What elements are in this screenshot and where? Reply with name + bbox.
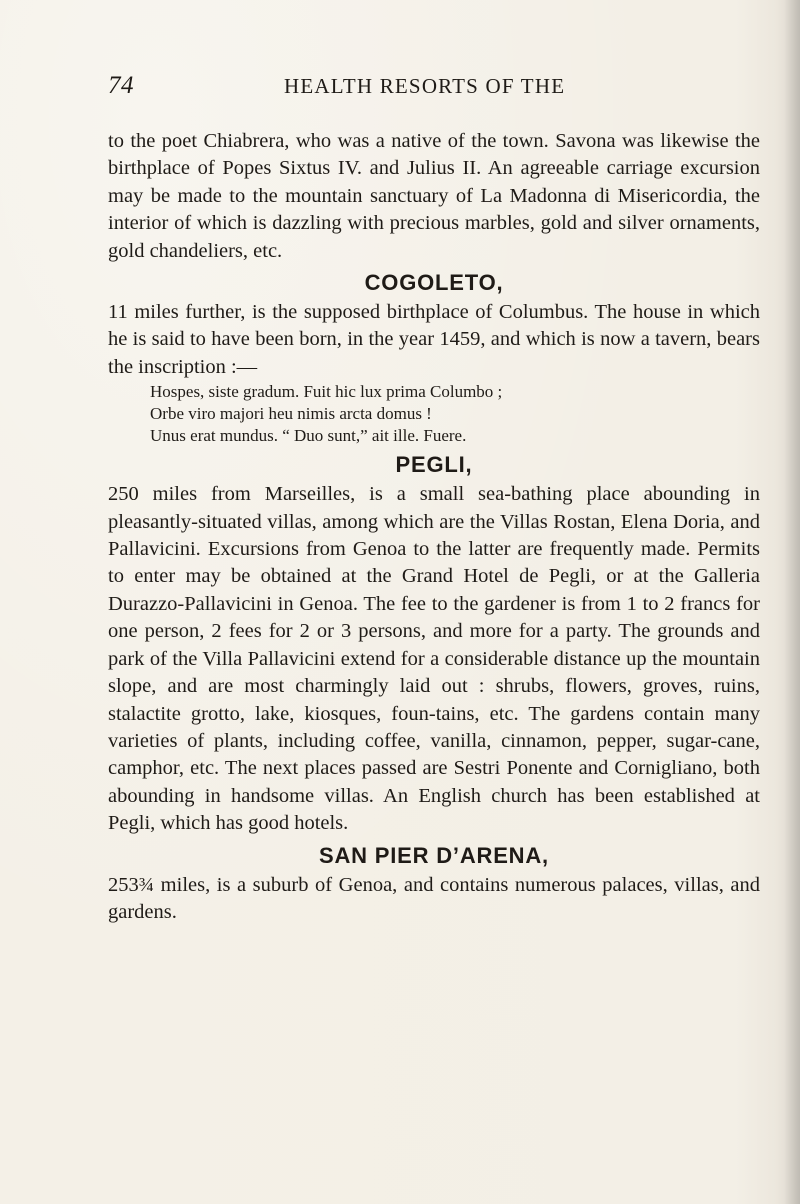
section-paragraph-san-pier-darena: 253¾ miles, is a suburb of Genoa, and contains numerous palaces, villas, and gardens. — [108, 873, 760, 923]
inscription-line: Unus erat mundus. “ Duo sunt,” ait ille. Fuere. — [150, 426, 467, 446]
section-paragraph-cogoleto: 11 miles further, is the supposed birthplace of Columbus. The house in which he is said to have been born, in the year 1459, and which is now a tavern, bears the inscription :— — [108, 301, 760, 378]
section-heading-pegli: PEGLI, — [395, 452, 473, 478]
section-paragraph-pegli: 250 miles from Marseilles, is a small sea-bathing place abounding in pleasantly-situated villas, among which are the Villas Rostan, Elena Doria, and Pallavicini. Excursions from Genoa to the latter are frequently made. Permits to enter may be obtained at the Grand Hotel de Pegli, or at the Galleria Durazzo-Pallavicini in Genoa. The fee to the gardener is from 1 to 2 francs for one person, 2 fees for 2 or 3 persons, and more for a party. The grounds and park of the Villa Pallavicini extend for a considerable distance up the mountain slope, and are most charmingly laid out : shrubs, flowers, groves, ruins, stalactite grotto, lake, kiosques, foun-tains, etc. The gardens contain many varieties of plants, including coffee, vanilla, cinnamon, pepper, sugar-cane, camphor, etc. The next places passed are Sestri Ponente and Cornigliano, both abounding in handsome villas. An English church has been established at Pegli, which has good hotels. — [108, 483, 760, 835]
inscription-line: Orbe viro majori heu nimis arcta domus ! — [150, 404, 432, 424]
running-title: HEALTH RESORTS OF THE — [284, 74, 566, 98]
section-heading-cogoleto: COGOLETO, — [364, 270, 504, 296]
page-content — [108, 128, 760, 926]
inscription-line: Hospes, siste gradum. Fuit hic lux prima Columbo ; — [150, 382, 503, 402]
page-header — [108, 72, 756, 110]
page-number: 74 — [108, 72, 134, 99]
section-heading-san-pier-darena: SAN PIER D’ARENA, — [319, 842, 549, 868]
page-edge-shadow — [784, 0, 800, 1204]
intro-paragraph: to the poet Chiabrera, who was a native of the town. Savona was likewise the birthplace of Popes Sixtus IV. and Julius II. An agreeable carriage excursion may be made to the mountain sanctuary of La Madonna di Misericordia, the interior of which is dazzling with precious marbles, gold and silver ornaments, gold chandeliers, etc. — [108, 130, 760, 262]
inscription-block — [108, 381, 760, 447]
